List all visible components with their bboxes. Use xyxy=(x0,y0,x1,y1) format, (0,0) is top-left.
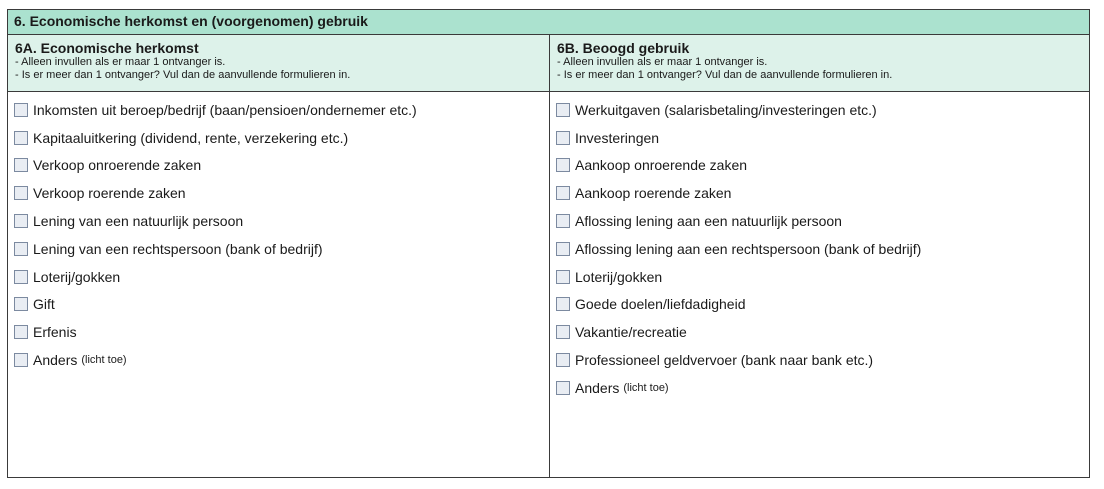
checkbox-label: Gift xyxy=(33,296,55,313)
checkbox[interactable] xyxy=(14,158,28,172)
checkbox-item[interactable] xyxy=(8,263,549,291)
checkbox-label: Professioneel geldvervoer (bank naar bank etc.) xyxy=(575,352,874,369)
checkbox[interactable] xyxy=(556,242,570,256)
checkbox-label: Aflossing lening aan een rechtspersoon (bank of bedrijf) xyxy=(575,240,922,257)
checkbox-item[interactable] xyxy=(8,96,549,124)
checkbox-item[interactable] xyxy=(550,374,1089,402)
checkbox-label: Verkoop onroerende zaken xyxy=(33,157,202,174)
checkbox-item[interactable] xyxy=(550,96,1089,124)
checkbox-list xyxy=(8,92,549,374)
column-note: - Is er meer dan 1 ontvanger? Vul dan de aanvullende formulieren in. xyxy=(557,69,893,81)
checkbox[interactable] xyxy=(556,214,570,228)
other-hint: (licht toe) xyxy=(623,381,669,394)
column-note: - Is er meer dan 1 ontvanger? Vul dan de aanvullende formulieren in. xyxy=(15,69,351,81)
section-title: 6. Economische herkomst en (voorgenomen) gebruik xyxy=(8,10,1089,35)
column-note: - Alleen invullen als er maar 1 ontvanger is. xyxy=(557,56,768,68)
checkbox[interactable] xyxy=(556,353,570,367)
checkbox-item[interactable] xyxy=(8,291,549,319)
checkbox-label: Anders xyxy=(33,352,78,369)
column-beoogd-gebruik xyxy=(549,35,1089,477)
checkbox-label: Werkuitgaven (salarisbetaling/investeringen etc.) xyxy=(575,101,877,118)
checkbox-item[interactable] xyxy=(8,124,549,152)
checkbox[interactable] xyxy=(556,325,570,339)
checkbox[interactable] xyxy=(14,325,28,339)
column-header xyxy=(550,35,1089,92)
checkbox-label: Verkoop roerende zaken xyxy=(33,185,186,202)
section-6-form xyxy=(7,9,1090,478)
checkbox-label: Inkomsten uit beroep/bedrijf (baan/pensioen/ondernemer etc.) xyxy=(33,101,417,118)
checkbox[interactable] xyxy=(14,297,28,311)
checkbox-label: Vakantie/recreatie xyxy=(575,324,687,341)
checkbox-label: Erfenis xyxy=(33,324,77,341)
checkbox-label: Aflossing lening aan een natuurlijk persoon xyxy=(575,213,842,230)
checkbox[interactable] xyxy=(14,214,28,228)
checkbox[interactable] xyxy=(556,270,570,284)
checkbox-item[interactable] xyxy=(550,291,1089,319)
checkbox-item[interactable] xyxy=(550,318,1089,346)
checkbox-label: Goede doelen/liefdadigheid xyxy=(575,296,746,313)
checkbox-item[interactable] xyxy=(550,179,1089,207)
checkbox-item[interactable] xyxy=(8,235,549,263)
checkbox-item[interactable] xyxy=(8,207,549,235)
checkbox[interactable] xyxy=(556,186,570,200)
checkbox-item[interactable] xyxy=(550,124,1089,152)
column-economische-herkomst xyxy=(8,35,549,477)
checkbox-item[interactable] xyxy=(550,263,1089,291)
checkbox[interactable] xyxy=(14,353,28,367)
other-hint: (licht toe) xyxy=(81,354,127,367)
checkbox-label: Lening van een rechtspersoon (bank of bedrijf) xyxy=(33,240,323,257)
checkbox-item[interactable] xyxy=(550,207,1089,235)
checkbox-label: Anders xyxy=(575,379,620,396)
checkbox-item[interactable] xyxy=(550,346,1089,374)
checkbox-list xyxy=(550,92,1089,402)
checkbox[interactable] xyxy=(14,131,28,145)
checkbox[interactable] xyxy=(14,270,28,284)
checkbox-item[interactable] xyxy=(550,152,1089,180)
checkbox[interactable] xyxy=(556,131,570,145)
columns xyxy=(8,35,1089,477)
checkbox-item[interactable] xyxy=(550,235,1089,263)
checkbox-item[interactable] xyxy=(8,179,549,207)
column-title: 6A. Economische herkomst xyxy=(15,40,199,56)
checkbox[interactable] xyxy=(14,186,28,200)
checkbox-label: Aankoop onroerende zaken xyxy=(575,157,748,174)
checkbox-item[interactable] xyxy=(8,152,549,180)
checkbox-label: Loterij/gokken xyxy=(575,268,663,285)
checkbox[interactable] xyxy=(14,242,28,256)
checkbox[interactable] xyxy=(556,381,570,395)
checkbox-item[interactable] xyxy=(8,318,549,346)
checkbox-label: Aankoop roerende zaken xyxy=(575,185,732,202)
checkbox-item[interactable] xyxy=(8,346,549,374)
checkbox[interactable] xyxy=(556,297,570,311)
checkbox-label: Loterij/gokken xyxy=(33,268,121,285)
checkbox[interactable] xyxy=(14,103,28,117)
checkbox-label: Lening van een natuurlijk persoon xyxy=(33,213,244,230)
checkbox-label: Kapitaaluitkering (dividend, rente, verzekering etc.) xyxy=(33,129,349,146)
column-title: 6B. Beoogd gebruik xyxy=(557,40,690,56)
checkbox[interactable] xyxy=(556,103,570,117)
column-header xyxy=(8,35,549,92)
checkbox[interactable] xyxy=(556,158,570,172)
column-note: - Alleen invullen als er maar 1 ontvanger is. xyxy=(15,56,226,68)
checkbox-label: Investeringen xyxy=(575,129,660,146)
